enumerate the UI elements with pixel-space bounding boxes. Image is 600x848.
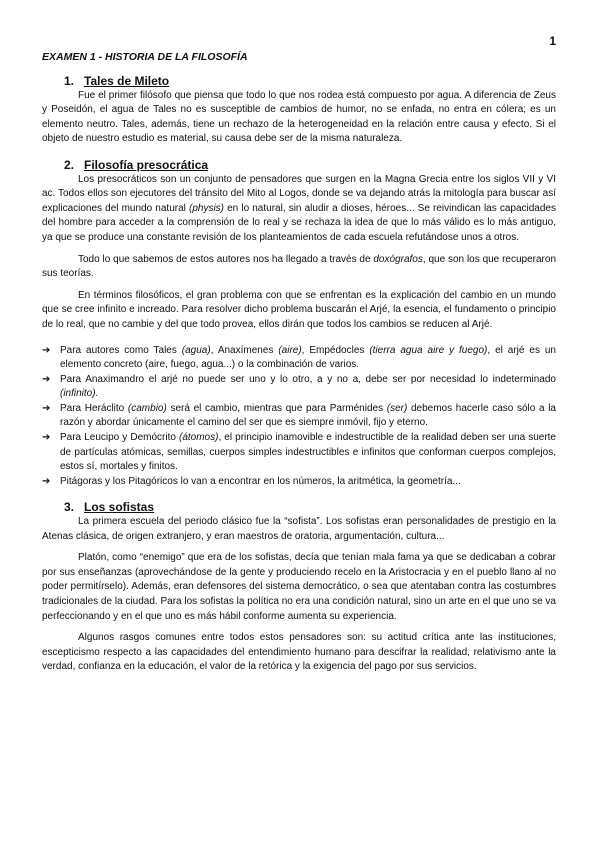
- arrow-right-icon: ➔: [42, 402, 51, 414]
- section-heading-tales: [42, 74, 556, 89]
- list-item: ➔ Para Heráclito (cambio) será el cambio, mientras que para Parménides (ser) debemos hacerle caso sólo a la razón y abordar únicamente el camino del ser que es siempre inmóvil, fijo y eterno.: [42, 402, 556, 431]
- section-number: 3.: [64, 500, 75, 515]
- list-item: ➔ Para Leucipo y Demócrito (átomos), el principio inamovible e indestructible de la realidad deben ser una suerte de partículas atómicas, semillas, cuerpos simples indestructibles e infinitos que conforman cuerpos complejos, estos sí, mortales y finitos.: [42, 431, 556, 475]
- section-heading-sofistas: [42, 500, 556, 515]
- paragraph: Algunos rasgos comunes entre todos estos pensadores son: su actitud crítica ante las instituciones, escepticismo respecto a las capacidades del entendimiento humano para descifrar la realidad, relativismo ante la verdad, confianza en la educación, el valor de la retórica y la exigencia del pago por sus servicios.: [42, 632, 556, 673]
- list-item: ➔ Pitágoras y los Pitagóricos lo van a encontrar en los números, la aritmética, la geometría...: [42, 475, 556, 490]
- arje-list: [42, 344, 556, 490]
- section-number: 2.: [64, 157, 75, 172]
- paragraph: Platón, como “enemigo” que era de los sofistas, decía que tenían mala fama ya que se dedicaban a cobrar por sus enseñanzas (aprovechándose de la gente y produciendo recelo en la Aristocracia y en el pueblo llano al no poder permitírselo). Además, eran defensores del sistema democrático, o sea que atentaban contra las costumbres tradicionales de la ciudad. Para los sofistas la política no era una condición natural, sino un arte en el que uno se va perfeccionando y en el que uno es más hábil conforme aumenta su experiencia.: [42, 552, 556, 622]
- list-item: ➔ Para autores como Tales (agua), Anaxímenes (aire), Empédocles (tierra agua aire y fuego), el arjé es un elemento concreto (aire, fuego, agua...) o la combinación de varios.: [42, 344, 556, 373]
- paragraph: Todo lo que sabemos de estos autores nos ha llegado a través de doxógrafos, que son los que recuperaron sus teorías.: [42, 253, 557, 280]
- arrow-right-icon: ➔: [42, 475, 51, 487]
- document-title: EXAMEN 1 - HISTORIA DE LA FILOSOFÍA: [42, 51, 248, 63]
- paragraph: En términos filosóficos, el gran problema con que se enfrentan es la explicación del cambio en un mundo que se cree infinito e increado. Para resolver dicho problema buscarán el Arjé, la esencia, el fundamento o principio de lo real, que no cambie y del que todo provea, ellos dirán que todos los cambios se reducen al Arjé.: [42, 289, 556, 330]
- section-title: Filosofía presocrática: [84, 157, 209, 172]
- section-title: Los sofistas: [84, 500, 155, 515]
- section-number: 1.: [64, 74, 75, 88]
- section-title: Tales de Mileto: [84, 74, 170, 88]
- paragraph: La primera escuela del periodo clásico fue la “sofista”. Los sofistas eran personalidades de prestigio en la Atenas clásica, de origen extranjero, y eran maestros de oratoria, argumentación, cultura...: [42, 516, 556, 542]
- arrow-right-icon: ➔: [42, 344, 51, 356]
- paragraph: Fue el primer filósofo que piensa que todo lo que nos rodea está compuesto por agua. A diferencia de Zeus y Poseidón, el agua de Tales no es susceptible de cambios de humor, no se enfada, no entra en cólera; es un elemento neutro. Tales, además, tiene un rechazo de la heterogeneidad en la relación entre causa y efecto. Si el objeto de nuestro estudio es material, su causa debe ser de la misma naturaleza.: [42, 89, 556, 145]
- list-item: ➔ Para Anaximandro el arjé no puede ser uno y lo otro, a y no a, debe ser por necesidad lo indeterminado (infinito).: [42, 373, 556, 402]
- page-number: 1: [549, 34, 556, 48]
- paragraph: Los presocráticos son un conjunto de pensadores que surgen en la Magna Grecia entre los siglos VII y VI ac. Todos ellos son ejecutores del tránsito del Mito al Logos, donde se va dejando atrás la mitología para buscar así explicaciones del mundo natural (physis) en lo natural, sin aludir a dioses, héroes... Se reivindican las capacidades del hombre para acceder a la comprensión de lo real y se rechaza la idea de que lo más válido es lo más antiguo, ya que se produce una constante revisión de los planteamientos de cada escuela refutándose unos a otros.: [42, 173, 556, 243]
- document-body: [42, 74, 556, 675]
- arrow-right-icon: ➔: [42, 432, 51, 444]
- section-heading-presocratica: [42, 158, 556, 173]
- arrow-right-icon: ➔: [42, 373, 51, 385]
